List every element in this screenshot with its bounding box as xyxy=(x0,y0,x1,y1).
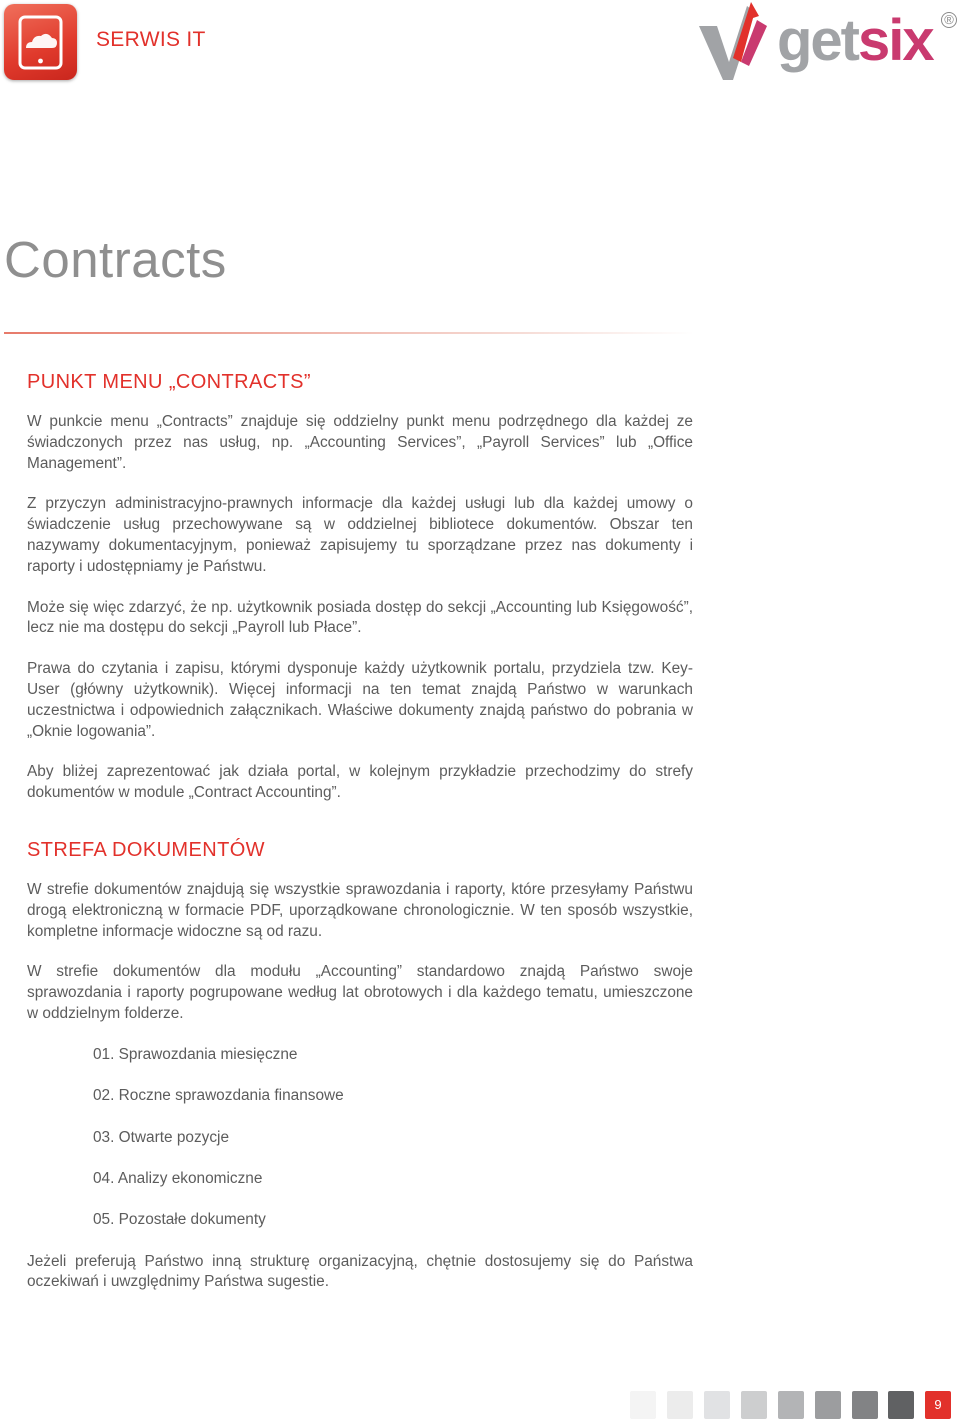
paragraph: Może się więc zdarzyć, że np. użytkownik posiada dostęp do sekcji „Accounting lub Księgowość”, lecz nie ma dostępu do sekcji „Payroll lub Płace”. xyxy=(27,598,693,637)
title-divider xyxy=(4,332,694,334)
logo-wordmark xyxy=(777,6,933,76)
app-icon xyxy=(4,4,77,80)
list-item: 03. Otwarte pozycje xyxy=(93,1128,230,1146)
logo-six: six xyxy=(858,8,933,73)
tablet-cloud-icon xyxy=(4,4,77,80)
section-heading: PUNKT MENU „CONTRACTS” xyxy=(27,371,311,393)
footer-square xyxy=(741,1391,767,1419)
footer-square xyxy=(815,1391,841,1419)
footer-square xyxy=(704,1391,730,1419)
paragraph: Jeżeli preferują Państwo inną strukturę organizacyjną, chętnie dostosujemy się do Państwa oczekiwań i uwzględnimy Państwa sugestie. xyxy=(27,1252,693,1291)
paragraph: Prawa do czytania i zapisu, którymi dysponuje każdy użytkownik portalu, przydziela tzw. Key-User (główny użytkownik). Więcej informacji na ten temat znajdą Państwo w warunkach uczestnictwa i odpowiednich załącznikach. Właściwe dokumenty znajdą państwo do pobrania w „Oknie logowania”. xyxy=(27,660,693,740)
list-item: 02. Roczne sprawozdania finansowe xyxy=(93,1087,344,1105)
list-item: 01. Sprawozdania miesięczne xyxy=(93,1045,298,1063)
getsix-logo xyxy=(697,2,959,82)
footer-square xyxy=(852,1391,878,1419)
footer-square xyxy=(778,1391,804,1419)
footer-square xyxy=(667,1391,693,1419)
logo-get: get xyxy=(777,8,858,73)
footer-square xyxy=(888,1391,914,1419)
registered-mark: ® xyxy=(941,12,957,28)
list-item: 05. Pozostałe dokumenty xyxy=(93,1211,266,1229)
paragraph: W strefie dokumentów dla modułu „Accounting” standardowo znajdą Państwo swoje sprawozdania i raporty pogrupowane według lat obrotowych i dla każdego tematu, umieszczone w oddzielnym folderze. xyxy=(27,963,693,1022)
paragraph: W strefie dokumentów znajdują się wszystkie sprawozdania i raporty, które przesyłamy Państwu drogą elektroniczną w formacie PDF, uporządkowane chronologicznie. W ten sposób wszystkie, kompletne informacje widoczne są od razu. xyxy=(27,880,693,940)
paragraph: Z przyczyn administracyjno-prawnych informacje dla każdej usługi lub dla każdej umowy o świadczenie usług przechowywane są w oddzielnej bibliotece dokumentów. Obszar ten nazywamy dokumentacyjnym, ponieważ zapisujemy tu sporządzane przez nas dokumenty i raporty i udostępniamy je Państwu. xyxy=(27,495,693,575)
list-item: 04. Analizy ekonomiczne xyxy=(93,1169,263,1187)
main-content xyxy=(27,370,693,1293)
paragraph: W punkcie menu „Contracts” znajduje się oddzielny punkt menu podrzędnego dla każdej ze świadczonych przez nas usług, np. „Accounting Services”, „Payroll Services” lub „Office Management”. xyxy=(27,413,693,472)
logo-arrow-icon xyxy=(697,2,787,82)
page-title: Contracts xyxy=(4,231,227,288)
page-number: 9 xyxy=(925,1391,951,1419)
paragraph: Aby bliżej zaprezentować jak działa portal, w kolejnym przykładzie przechodzimy do strefy dokumentów w module „Contract Accounting”. xyxy=(27,763,693,802)
section-label: SERWIS IT xyxy=(96,28,206,51)
section-heading: STREFA DOKUMENTÓW xyxy=(27,838,265,861)
footer-square xyxy=(630,1391,656,1419)
